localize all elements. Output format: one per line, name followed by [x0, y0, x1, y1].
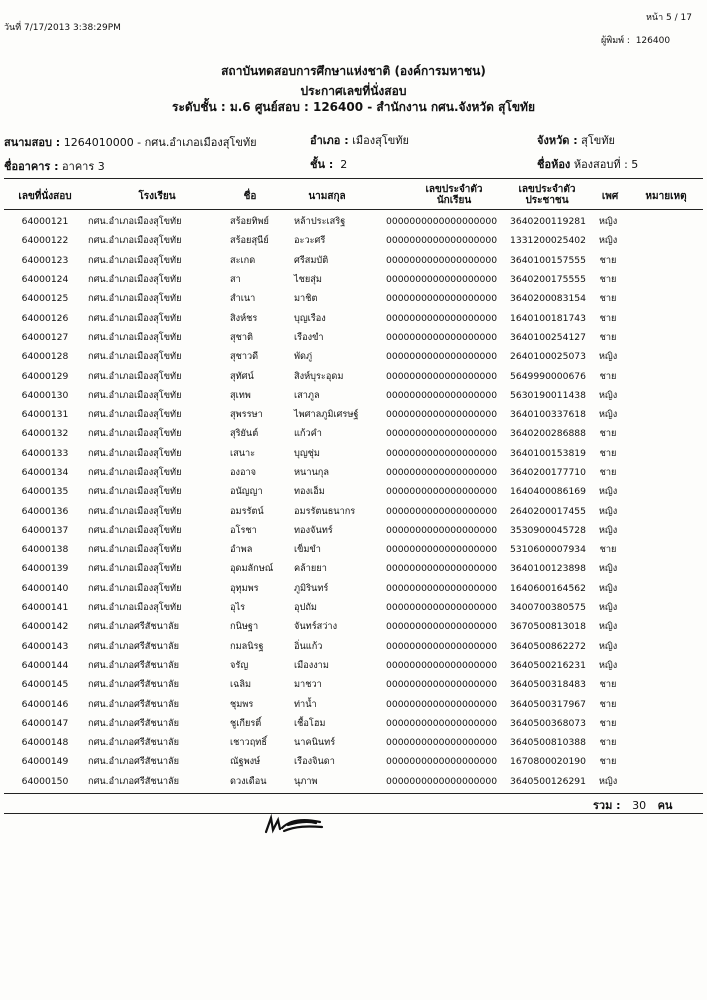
seat-number-cell: 64000129 [21, 370, 69, 382]
sex-cell: ชาย [599, 331, 617, 343]
seat-number-cell: 64000127 [21, 331, 69, 343]
last-name-cell: อะวะศรี [294, 235, 326, 247]
school-cell: กศน.อำเภอเมืองสุโขทัย [88, 582, 182, 594]
school-cell: กศน.อำเภอเมืองสุโขทัย [88, 331, 182, 343]
national-id-cell: 3640500368073 [510, 717, 586, 729]
last-name-cell: ทองจันทร์ [294, 524, 333, 536]
student-id-cell: 0000000000000000000 [386, 621, 498, 633]
col-remark-header: หมายเหตุ [645, 191, 687, 202]
seat-number-cell: 64000140 [21, 582, 69, 594]
school-cell: กศน.อำเภอเมืองสุโขทัย [88, 602, 182, 614]
table-row [6, 637, 620, 656]
student-id-cell: 0000000000000000000 [386, 582, 498, 594]
first-name-cell: สร้อยทิพย์ [230, 216, 269, 228]
national-id-cell: 3640200286888 [510, 428, 586, 440]
national-id-cell: 3640500862272 [510, 640, 586, 652]
table-row [6, 772, 620, 791]
total-top-rule [4, 793, 703, 794]
first-name-cell: องอาจ [230, 467, 257, 478]
col-first-name-header: ชื่อ [243, 191, 257, 202]
table-row [6, 347, 620, 366]
school-cell: กศน.อำเภอเมืองสุโขทัย [88, 486, 182, 498]
school-cell: กศน.อำเภอศรีสัชนาลัย [88, 698, 180, 710]
national-id-cell: 3640100123898 [510, 563, 586, 575]
seat-number-cell: 64000139 [21, 563, 69, 575]
last-name-cell: ท่าน้ำ [294, 698, 317, 710]
printer-info [601, 33, 670, 47]
seat-number-cell: 64000123 [21, 254, 69, 266]
school-cell: กศน.อำเภอศรีสัชนาลัย [88, 659, 180, 671]
last-name-cell: มาชิต [294, 293, 318, 305]
national-id-cell: 3640200175555 [510, 274, 586, 286]
school-cell: กศน.อำเภอเมืองสุโขทัย [88, 524, 182, 536]
first-name-cell: สำเนา [230, 293, 256, 305]
last-name-cell: คล้ายยา [294, 563, 327, 575]
printer-label: ผู้พิมพ์ : [601, 36, 630, 46]
last-name-cell: เข็มขำ [294, 544, 321, 556]
student-id-cell: 0000000000000000000 [386, 216, 498, 228]
first-name-cell: สุทัศน์ [230, 370, 254, 382]
first-name-cell: อุไร [230, 602, 246, 614]
sex-cell: ชาย [599, 756, 617, 768]
sex-cell: หญิง [598, 351, 618, 363]
national-id-cell: 2640200017455 [510, 505, 586, 517]
first-name-cell: อุดมลักษณ์ [230, 563, 274, 575]
first-name-cell: สุเทพ [230, 389, 251, 401]
school-cell: กศน.อำเภอเมืองสุโขทัย [88, 409, 182, 421]
school-cell: กศน.อำเภอเมืองสุโขทัย [88, 447, 182, 459]
seat-number-cell: 64000150 [21, 775, 69, 787]
room-label: ชื่อห้อง [537, 158, 571, 171]
school-cell: กศน.อำเภอเมืองสุโขทัย [88, 235, 182, 247]
table-row [6, 405, 620, 424]
school-cell: กศน.อำเภอศรีสัชนาลัย [88, 621, 180, 633]
first-name-cell: อมรรัตน์ [230, 505, 264, 517]
table-row [6, 386, 620, 405]
national-id-cell: 3640100157555 [510, 254, 586, 266]
seat-number-cell: 64000135 [21, 486, 69, 498]
first-name-cell: สุชาวดี [230, 351, 259, 363]
national-id-cell: 5630190011438 [510, 389, 586, 401]
sex-cell: ชาย [599, 312, 617, 324]
school-cell: กศน.อำเภอเมืองสุโขทัย [88, 505, 182, 517]
national-id-cell: 3400700380575 [510, 602, 586, 614]
student-id-cell: 0000000000000000000 [386, 370, 498, 382]
sex-cell: หญิง [598, 602, 618, 614]
student-id-cell: 0000000000000000000 [386, 486, 498, 498]
seat-number-cell: 64000136 [21, 505, 69, 517]
seat-number-cell: 64000126 [21, 312, 69, 324]
national-id-cell: 2640100025073 [510, 351, 586, 363]
school-cell: กศน.อำเภอเมืองสุโขทัย [88, 467, 182, 478]
table-row [6, 694, 620, 713]
first-name-cell: สิงห์ชร [230, 312, 258, 324]
col-seat-header: เลขที่นั่งสอบ [18, 191, 72, 202]
sex-cell: ชาย [599, 544, 617, 556]
last-name-cell: เรืองขำ [294, 331, 324, 343]
page-number: หน้า 5 / 17 [646, 13, 692, 23]
sex-cell: ชาย [599, 679, 617, 691]
sex-cell: ชาย [599, 698, 617, 710]
sex-cell: ชาย [599, 254, 617, 266]
last-name-cell: เรืองจินดา [294, 756, 335, 768]
table-row [6, 733, 620, 752]
student-id-cell: 0000000000000000000 [386, 659, 498, 671]
last-name-cell: อิ่นแก้ว [294, 640, 323, 652]
student-id-cell: 0000000000000000000 [386, 331, 498, 343]
table-row [6, 752, 620, 771]
last-name-cell: เสาภูล [294, 389, 320, 401]
table-row [6, 251, 620, 270]
district-label: อำเภอ : [310, 134, 349, 147]
header-bottom-rule [4, 209, 703, 210]
institute-title: สถาบันทดสอบการศึกษาแห่งชาติ (องค์การมหาชน) [221, 64, 486, 78]
student-id-cell: 0000000000000000000 [386, 679, 498, 691]
building-label: ชื่ออาคาร : [4, 160, 59, 173]
national-id-cell: 1640400086169 [510, 486, 586, 498]
last-name-cell: เมืองงาม [294, 659, 329, 671]
sex-cell: ชาย [599, 370, 617, 382]
national-id-cell: 1670800020190 [510, 756, 586, 768]
school-cell: กศน.อำเภอศรีสัชนาลัย [88, 679, 180, 691]
table-row [6, 444, 620, 463]
first-name-cell: เฉลิม [230, 679, 252, 691]
table-row [6, 617, 620, 636]
national-id-cell: 3640500126291 [510, 775, 586, 787]
school-cell: กศน.อำเภอศรีสัชนาลัย [88, 775, 180, 787]
student-id-cell: 0000000000000000000 [386, 756, 498, 768]
room-value: ห้องสอบที่ : 5 [573, 158, 639, 171]
announcement-title: ประกาศเลขที่นั่งสอบ [300, 84, 407, 98]
student-id-cell: 0000000000000000000 [386, 737, 498, 749]
student-id-cell: 0000000000000000000 [386, 293, 498, 305]
national-id-cell: 3640500810388 [510, 737, 586, 749]
last-name-cell: นุภาพ [294, 775, 318, 787]
school-cell: กศน.อำเภอเมืองสุโขทัย [88, 274, 182, 286]
last-name-cell: นาคนินทร์ [294, 737, 336, 749]
first-name-cell: สะเกด [230, 254, 256, 266]
sex-cell: หญิง [598, 235, 618, 247]
school-cell: กศน.อำเภอเมืองสุโขทัย [88, 216, 182, 228]
province-label: จังหวัด : [537, 134, 578, 147]
national-id-cell: 5310600007934 [510, 544, 586, 556]
student-id-cell: 0000000000000000000 [386, 524, 498, 536]
printer-value: 126400 [635, 36, 671, 46]
last-name-cell: ทองเอ็ม [294, 486, 325, 498]
seat-number-cell: 64000144 [21, 659, 69, 671]
exam-field-value: 1264010000 - กศน.อำเภอเมืองสุโขทัย [63, 136, 257, 149]
seat-number-cell: 64000142 [21, 621, 69, 633]
first-name-cell: สา [230, 274, 241, 286]
sex-cell: หญิง [598, 659, 618, 671]
student-id-cell: 0000000000000000000 [386, 428, 498, 440]
seat-number-cell: 64000141 [21, 602, 69, 614]
table-row [6, 270, 620, 289]
first-name-cell: สร้อยสุนีย์ [230, 235, 269, 247]
first-name-cell: อโรชา [230, 524, 257, 536]
national-id-cell: 3640200119281 [510, 216, 586, 228]
level-center-line: ระดับชั้น : ม.6 ศูนย์สอบ : 126400 - สำนักงาน กศน.จังหวัด สุโขทัย [172, 100, 535, 114]
first-name-cell: อนัญญา [230, 486, 263, 498]
seat-number-cell: 64000133 [21, 447, 69, 459]
student-id-cell: 0000000000000000000 [386, 640, 498, 652]
student-id-cell: 0000000000000000000 [386, 775, 498, 787]
table-row [6, 463, 620, 482]
total-bottom-rule [4, 813, 703, 814]
district [310, 131, 409, 149]
last-name-cell: แก้วคำ [294, 428, 322, 440]
first-name-cell: สุริยันต์ [230, 428, 259, 440]
sex-cell: หญิง [598, 505, 618, 517]
first-name-cell: จรัญ [230, 659, 249, 671]
first-name-cell: เสนาะ [230, 447, 256, 459]
sex-cell: หญิง [598, 582, 618, 594]
national-id-cell: 3640100337618 [510, 409, 586, 421]
student-id-cell: 0000000000000000000 [386, 254, 498, 266]
first-name-cell: อำพล [230, 544, 253, 556]
sex-cell: ชาย [599, 447, 617, 459]
table-row [6, 540, 620, 559]
seat-number-cell: 64000131 [21, 409, 69, 421]
col-national-id-line1: เลขประจำตัว [518, 184, 576, 195]
last-name-cell: สิงห์บุระอุดม [294, 370, 344, 382]
last-name-cell: ไพศาลภูมิเศรษฐ์ [294, 409, 359, 421]
seat-number-cell: 64000145 [21, 679, 69, 691]
national-id-cell: 3670500813018 [510, 621, 586, 633]
sex-cell: ชาย [599, 717, 617, 729]
first-name-cell: ชูเกียรติ์ [230, 717, 262, 729]
last-name-cell: มาชวา [294, 679, 322, 691]
first-name-cell: กมลนิรฐ [230, 640, 264, 652]
last-name-cell: ภูมิรินทร์ [294, 582, 329, 594]
province-value: สุโขทัย [581, 134, 615, 147]
student-id-cell: 0000000000000000000 [386, 389, 498, 401]
first-name-cell: ณัฐพงษ์ [230, 756, 261, 768]
first-name-cell: ชุมพร [230, 698, 254, 710]
signature-mark [262, 810, 332, 838]
student-id-cell: 0000000000000000000 [386, 312, 498, 324]
first-name-cell: อุทุมพร [230, 582, 259, 594]
national-id-cell: 3640500318483 [510, 679, 586, 691]
sex-cell: ชาย [599, 428, 617, 440]
table-row [6, 559, 620, 578]
total-label: รวม : [593, 799, 621, 812]
seat-number-cell: 64000138 [21, 544, 69, 556]
last-name-cell: ไชยสุ่ม [294, 274, 322, 286]
national-id-cell: 3640200083154 [510, 293, 586, 305]
first-name-cell: กนิษฐา [230, 621, 259, 633]
total-value: 30 [632, 799, 647, 812]
seat-number-cell: 64000128 [21, 351, 69, 363]
seat-number-cell: 64000146 [21, 698, 69, 710]
last-name-cell: จันทร์สว่าง [294, 621, 338, 633]
col-student-id-line1: เลขประจำตัว [425, 184, 483, 195]
seat-table [6, 212, 620, 791]
table-row [6, 231, 620, 250]
national-id-cell: 3640200177710 [510, 467, 586, 478]
first-name-cell: สุพรรษา [230, 409, 263, 421]
table-row [6, 656, 620, 675]
table-row [6, 212, 620, 231]
seat-table-body [6, 212, 620, 791]
table-row [6, 501, 620, 520]
sex-cell: หญิง [598, 621, 618, 633]
table-row [6, 289, 620, 308]
col-student-id-line2: นักเรียน [436, 195, 472, 206]
first-name-cell: ดวงเดือน [230, 775, 267, 787]
building-value: อาคาร 3 [62, 160, 105, 173]
last-name-cell: หล้าประเสริฐ [294, 216, 346, 228]
sex-cell: หญิง [598, 389, 618, 401]
school-cell: กศน.อำเภอเมืองสุโขทัย [88, 563, 182, 575]
table-row [6, 579, 620, 598]
seat-number-cell: 64000121 [21, 216, 69, 228]
table-row [6, 521, 620, 540]
sex-cell: หญิง [598, 409, 618, 421]
table-row [6, 328, 620, 347]
national-id-cell: 3530900045728 [510, 524, 586, 536]
sex-cell: หญิง [598, 563, 618, 575]
table-row [6, 598, 620, 617]
col-school-header: โรงเรียน [138, 191, 176, 202]
school-cell: กศน.อำเภอเมืองสุโขทัย [88, 293, 182, 305]
table-row [6, 675, 620, 694]
student-id-cell: 0000000000000000000 [386, 409, 498, 421]
last-name-cell: อมรรัตนธนากร [294, 505, 356, 517]
col-sex-header: เพศ [601, 191, 619, 202]
seat-number-cell: 64000132 [21, 428, 69, 440]
table-row [6, 366, 620, 385]
national-id-cell: 5649990000676 [510, 370, 586, 382]
district-value: เมืองสุโขทัย [352, 134, 409, 147]
sex-cell: หญิง [598, 640, 618, 652]
sex-cell: หญิง [598, 486, 618, 498]
school-cell: กศน.อำเภอเมืองสุโขทัย [88, 312, 182, 324]
seat-number-cell: 64000125 [21, 293, 69, 305]
student-id-cell: 0000000000000000000 [386, 274, 498, 286]
last-name-cell: บุญชุ่ม [294, 447, 320, 459]
seat-number-cell: 64000130 [21, 389, 69, 401]
exam-field [4, 133, 257, 151]
school-cell: กศน.อำเภอเมืองสุโขทัย [88, 370, 182, 382]
last-name-cell: พัดภู่ [294, 351, 313, 363]
student-id-cell: 0000000000000000000 [386, 563, 498, 575]
header-top-rule [4, 178, 703, 179]
col-student-id-header [404, 184, 504, 206]
national-id-cell: 1640100181743 [510, 312, 586, 324]
seat-number-cell: 64000134 [21, 467, 69, 478]
col-national-id-line2: ประชาชน [525, 195, 569, 206]
seat-number-cell: 64000137 [21, 524, 69, 536]
last-name-cell: บุญเรือง [294, 312, 326, 324]
school-cell: กศน.อำเภอศรีสัชนาลัย [88, 717, 180, 729]
sex-cell: ชาย [599, 737, 617, 749]
table-row [6, 714, 620, 733]
sex-cell: หญิง [598, 775, 618, 787]
school-cell: กศน.อำเภอศรีสัชนาลัย [88, 756, 180, 768]
national-id-cell: 3640500317967 [510, 698, 586, 710]
sex-cell: หญิง [598, 524, 618, 536]
col-last-name-header: นามสกุล [308, 191, 346, 202]
last-name-cell: อุปถัม [294, 602, 317, 614]
last-name-cell: เชื้อโฮม [294, 717, 326, 729]
total-row [593, 796, 672, 814]
province [537, 131, 615, 149]
school-cell: กศน.อำเภอเมืองสุโขทัย [88, 544, 182, 556]
national-id-cell: 3640100254127 [510, 331, 586, 343]
school-cell: กศน.อำเภอศรีสัชนาลัย [88, 640, 180, 652]
exam-field-label: สนามสอบ : [4, 136, 61, 149]
student-id-cell: 0000000000000000000 [386, 602, 498, 614]
seat-number-cell: 64000122 [21, 235, 69, 247]
print-date: วันที่ 7/17/2013 3:38:29PM [4, 23, 121, 33]
national-id-cell: 3640500216231 [510, 659, 586, 671]
school-cell: กศน.อำเภอเมืองสุโขทัย [88, 389, 182, 401]
school-cell: กศน.อำเภอศรีสัชนาลัย [88, 737, 180, 749]
school-cell: กศน.อำเภอเมืองสุโขทัย [88, 254, 182, 266]
seat-number-cell: 64000143 [21, 640, 69, 652]
sex-cell: ชาย [599, 293, 617, 305]
national-id-cell: 3640100153819 [510, 447, 586, 459]
school-cell: กศน.อำเภอเมืองสุโขทัย [88, 428, 182, 440]
student-id-cell: 0000000000000000000 [386, 505, 498, 517]
student-id-cell: 0000000000000000000 [386, 544, 498, 556]
seat-number-cell: 64000147 [21, 717, 69, 729]
seat-number-cell: 64000124 [21, 274, 69, 286]
last-name-cell: หนานกุล [294, 467, 329, 478]
table-row [6, 482, 620, 501]
table-row [6, 424, 620, 443]
sex-cell: ชาย [599, 274, 617, 286]
room [537, 155, 638, 173]
national-id-cell: 1331200025402 [510, 235, 586, 247]
first-name-cell: สุชาติ [230, 331, 253, 343]
national-id-cell: 1640600164562 [510, 582, 586, 594]
school-cell: กศน.อำเภอเมืองสุโขทัย [88, 351, 182, 363]
student-id-cell: 0000000000000000000 [386, 698, 498, 710]
student-id-cell: 0000000000000000000 [386, 467, 498, 478]
table-row [6, 308, 620, 327]
floor-value: 2 [340, 158, 348, 171]
student-id-cell: 0000000000000000000 [386, 447, 498, 459]
last-name-cell: ศรีสมบัติ [294, 254, 329, 266]
student-id-cell: 0000000000000000000 [386, 717, 498, 729]
seat-number-cell: 64000149 [21, 756, 69, 768]
floor-label: ชั้น : [310, 158, 334, 171]
student-id-cell: 0000000000000000000 [386, 351, 498, 363]
total-unit: คน [657, 799, 673, 812]
col-national-id-header [502, 184, 592, 206]
floor [310, 155, 347, 173]
student-id-cell: 0000000000000000000 [386, 235, 498, 247]
sex-cell: หญิง [598, 216, 618, 228]
sex-cell: ชาย [599, 467, 617, 478]
first-name-cell: เชาวฤทธิ์ [230, 737, 267, 749]
seat-number-cell: 64000148 [21, 737, 69, 749]
building [4, 157, 105, 175]
